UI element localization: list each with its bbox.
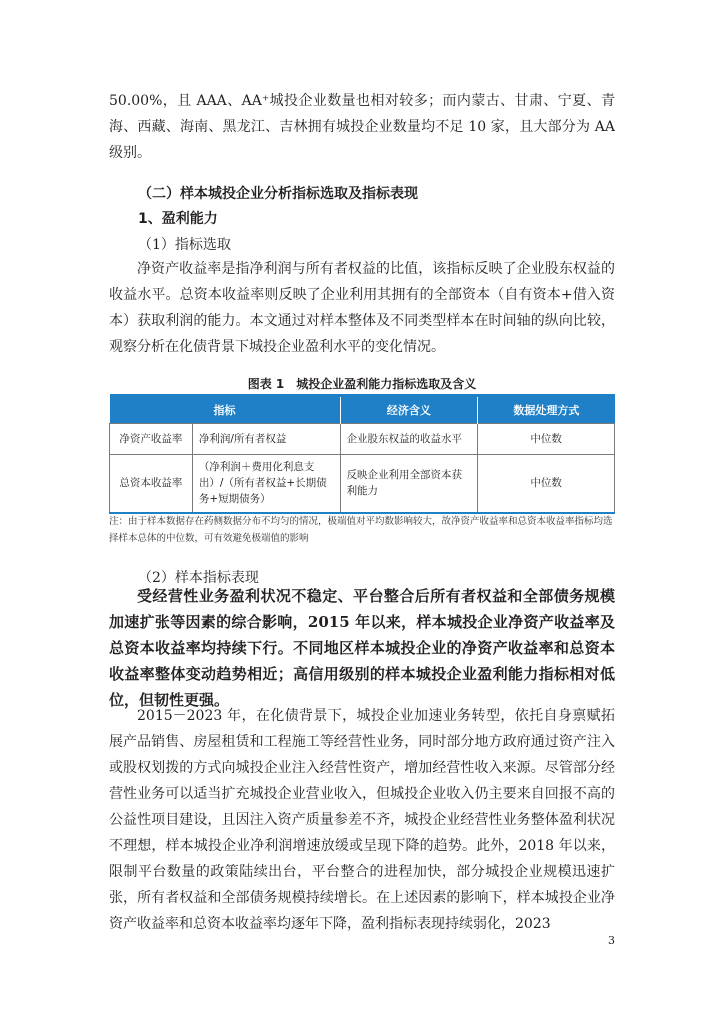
- top-paragraph: 50.00%，且 AAA、AA⁺城投企业数量也相对较多；而内蒙古、甘肃、宁夏、青海、西藏、海南、黑龙江、吉林拥有城投企业数量均不足 10 家，且大部分为 AA 级别。: [109, 93, 615, 161]
- cell-formula: 净利润/所有者权益: [192, 424, 340, 455]
- cell-processing: 中位数: [478, 455, 615, 513]
- subheading-indicator-selection: （1）指标选取: [138, 237, 231, 253]
- indicator-paragraph: 净资产收益率是指净利润与所有者权益的比值，该指标反映了企业股东权益的收益水平。总资本收益率则反映了企业利用其拥有的全部资本（自有资本+借入资本）获取利润的能力。本文通过对样本整体及不同类型样本在时间轴的纵向比较，观察分析在化债背景下城投企业盈利水平的变化情况。: [109, 261, 615, 355]
- summary-bold-paragraph: 受经营性业务盈利状况不稳定、平台整合后所有者权益和全部债务规模加速扩张等因素的综合影响，2015 年以来，样本城投企业净资产收益率及总资本收益率均持续下行。不同地区样本城投企业的净资产收益率和总资本收益率整体变动趋势相近；高信用级别的样本城投企业盈利能力指标相对低位，但韧性更强。: [109, 587, 615, 709]
- cell-indicator-name: 净资产收益率: [110, 424, 193, 455]
- analysis-paragraph: 2015－2023 年，在化债背景下，城投企业加速业务转型，依托自身禀赋拓展产品销售、房屋租赁和工程施工等经营性业务，同时部分地方政府通过资产注入或股权划拨的方式向城投企业注入经营性资产，增加经营性收入来源。尽管部分经营性业务可以适当扩充城投企业营业收入，但城投企业收入仍主要来自回报不高的公益性项目建设，且因注入资产质量参差不齐，城投企业经营性业务整体盈利状况不理想，样本城投企业净利润增速放缓或呈现下降的趋势。此外，2018 年以来，限制平台数量的政策陆续出台，平台整合的进程加快，部分城投企业规模迅速扩张，所有者权益和全部债务规模持续增长。在上述因素的影响下，样本城投企业净资产收益率和总资本收益率均逐年下降，盈利指标表现持续弱化，2023: [109, 708, 615, 932]
- page-number: 3: [608, 934, 615, 947]
- table-note: 注：由于样本数据存在药侧数据分布不均匀的情况，极端值对平均数影响较大，故净资产收益率和总资本收益率指标均选择样本总体的中位数，可有效避免极端值的影响: [109, 516, 613, 544]
- header-meaning: 经济含义: [340, 396, 478, 424]
- header-processing: 数据处理方式: [478, 396, 615, 424]
- section-heading: （二）样本城投企业分析指标选取及指标表现: [138, 186, 418, 202]
- cell-formula: （净利润＋费用化利息支出）/（所有者权益+长期债务+短期债务）: [192, 455, 340, 513]
- header-indicator: 指标: [110, 396, 341, 424]
- cell-meaning: 企业股东权益的收益水平: [340, 424, 478, 455]
- indicator-table: [109, 394, 615, 514]
- table-row: [110, 455, 615, 513]
- cell-indicator-name: 总资本收益率: [110, 455, 193, 513]
- subheading-profitability: 1、盈利能力: [138, 211, 218, 227]
- cell-meaning: 反映企业利用全部资本获利能力: [340, 455, 478, 513]
- cell-processing: 中位数: [478, 424, 615, 455]
- subheading-indicator-performance: （2）样本指标表现: [138, 570, 259, 586]
- table-row: [110, 424, 615, 455]
- table-caption: 图表 1 城投企业盈利能力指标选取及含义: [247, 377, 477, 391]
- table-header-row: [110, 396, 615, 424]
